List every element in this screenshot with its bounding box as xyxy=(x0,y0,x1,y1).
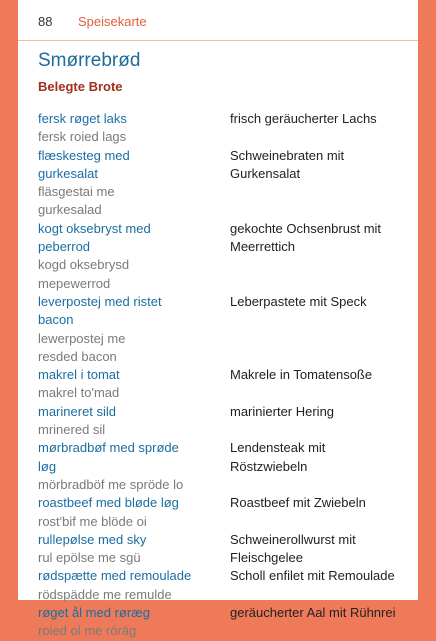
entry-term: kogt oksebryst med xyxy=(38,220,151,236)
entry-meaning-line: gekochte Ochsenbrust mit xyxy=(230,220,382,236)
entry-term: løg xyxy=(38,458,57,474)
entry-danish xyxy=(38,494,228,531)
menu-entry xyxy=(38,567,410,604)
entry-danish xyxy=(38,403,228,440)
entry-pronunciation: fersk roied lags xyxy=(38,129,127,145)
entry-pronunciation: mörbradböf me spröde lo xyxy=(38,476,184,492)
entry-meaning xyxy=(230,147,415,184)
entry-pronunciation: rul epölse me sgü xyxy=(38,550,141,566)
menu-entry xyxy=(38,494,410,531)
entry-term: bacon xyxy=(38,312,74,328)
entry-meaning-line: Gurkensalat xyxy=(230,165,301,181)
entry-term: leverpostej med ristet xyxy=(38,293,162,309)
entry-meaning-line: Roastbeef mit Zwiebeln xyxy=(230,495,366,511)
entry-meaning-line: Meerrettich xyxy=(230,239,296,255)
entry-danish xyxy=(38,439,228,494)
page-title: Smørrebrød xyxy=(38,50,141,71)
entry-pronunciation: fläsgestai me xyxy=(38,184,115,200)
menu-entry xyxy=(38,293,410,366)
menu-entry xyxy=(38,366,410,403)
entry-term: mørbradbøf med sprøde xyxy=(38,440,179,456)
entry-pronunciation: lewerpostej me xyxy=(38,330,126,346)
entry-danish xyxy=(38,604,228,641)
entry-meaning xyxy=(230,494,415,512)
menu-entry xyxy=(38,147,410,220)
menu-entry xyxy=(38,439,410,494)
section-label: Speisekarte xyxy=(78,14,147,29)
entry-term: gurkesalat xyxy=(38,165,98,181)
menu-entries xyxy=(38,110,410,641)
entry-meaning xyxy=(230,293,415,311)
entry-danish xyxy=(38,220,228,293)
entry-term: rullepølse med sky xyxy=(38,531,147,547)
entry-meaning xyxy=(230,531,415,568)
menu-entry xyxy=(38,110,410,147)
menu-entry xyxy=(38,220,410,293)
entry-term: marineret sild xyxy=(38,403,117,419)
entry-meaning-line: Lendensteak mit xyxy=(230,440,326,456)
entry-term: rødspætte med remoulade xyxy=(38,568,192,584)
entry-pronunciation: makrel to'mad xyxy=(38,385,120,401)
entry-meaning xyxy=(230,439,415,476)
page-number: 88 xyxy=(38,14,53,29)
entry-meaning-line: Scholl enfilet mit Remoulade xyxy=(230,568,395,584)
menu-entry xyxy=(38,531,410,568)
entry-pronunciation: kogd oksebrysd xyxy=(38,257,130,273)
entry-pronunciation: roied ol me röräg xyxy=(38,623,137,639)
entry-term: fersk røget laks xyxy=(38,111,127,126)
entry-meaning-line: marinierter Hering xyxy=(230,403,335,419)
entry-meaning-line: Schweinebraten mit xyxy=(230,147,345,163)
entry-meaning xyxy=(230,567,415,585)
menu-entry xyxy=(38,403,410,440)
entry-meaning-line: Leberpastete mit Speck xyxy=(230,293,367,309)
entry-meaning xyxy=(230,403,415,421)
entry-term: roastbeef med bløde løg xyxy=(38,495,179,511)
menu-page xyxy=(18,0,418,639)
entry-term: flæskesteg med xyxy=(38,147,130,163)
entry-term: peberrod xyxy=(38,239,91,255)
entry-meaning-line: Röstzwiebeln xyxy=(230,458,308,474)
entry-pronunciation: resded bacon xyxy=(38,348,117,364)
entry-meaning xyxy=(230,366,415,384)
entry-meaning-line: geräucherter Aal mit Rühnrei xyxy=(230,605,396,621)
page-header xyxy=(18,0,418,41)
entry-meaning xyxy=(230,110,415,128)
entry-meaning xyxy=(230,604,415,622)
entry-pronunciation: mrinered sil xyxy=(38,422,106,438)
entry-meaning-line: Makrele in Tomatensoße xyxy=(230,367,373,383)
entry-danish xyxy=(38,531,228,568)
entry-pronunciation: rödspädde me remulde xyxy=(38,586,172,602)
entry-meaning-line: Schweinerollwurst mit xyxy=(230,531,356,547)
entry-term: røget ål med røræg xyxy=(38,605,150,621)
page-subtitle: Belegte Brote xyxy=(38,79,123,94)
entry-danish xyxy=(38,293,228,366)
entry-pronunciation: mepewerrod xyxy=(38,275,111,291)
entry-pronunciation: rost'bif me blöde oi xyxy=(38,513,147,529)
entry-danish xyxy=(38,147,228,220)
menu-entry xyxy=(38,604,410,641)
entry-danish xyxy=(38,110,228,147)
entry-term: makrel i tomat xyxy=(38,367,120,383)
entry-meaning-line: frisch geräucherter Lachs xyxy=(230,111,377,126)
entry-meaning-line: Fleischgelee xyxy=(230,550,303,566)
entry-meaning xyxy=(230,220,415,257)
entry-danish xyxy=(38,567,228,604)
entry-pronunciation: gurkesalad xyxy=(38,202,102,218)
entry-danish xyxy=(38,366,228,403)
